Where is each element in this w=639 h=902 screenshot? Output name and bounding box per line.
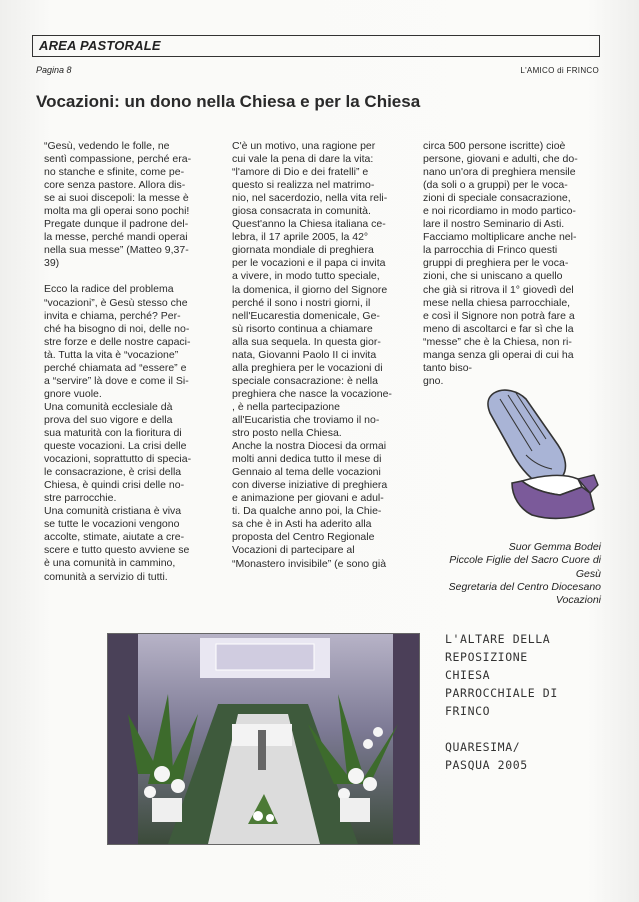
text-line: Chiesa, è quindi crisi delle no- xyxy=(44,479,185,492)
praying-hands-icon xyxy=(482,385,602,525)
signature-name: Suor Gemma Bodei xyxy=(508,541,601,553)
signature-order-1: Piccole Figlie del Sacro Cuore di xyxy=(449,554,601,567)
text-line: preghiera che nasce la vocazione- xyxy=(232,387,392,400)
text-line: (da soli o a gruppi) per le voca- xyxy=(423,179,568,192)
text-line: giornata mondiale di preghiera xyxy=(232,244,374,257)
text-line: invita e chiama, perché? Per- xyxy=(44,309,181,322)
text-line: prova del suo vigore e della xyxy=(44,413,173,426)
text-line: a “servire” là dove e come il Si- xyxy=(44,374,189,387)
text-line: comunità a servizio di tutti. xyxy=(44,570,168,583)
text-line: “Monastero invisibile” (e sono già xyxy=(232,557,387,570)
text-line: nano un'ora di preghiera mensile xyxy=(423,166,576,179)
text-line: che già si ritrova il 1° giovedì del xyxy=(423,283,574,296)
text-line: nata, Giovanni Paolo II ci invita xyxy=(232,348,377,361)
text-line: gnore vuole. xyxy=(44,387,102,400)
text-line: all'Eucaristia che troviamo il no- xyxy=(232,413,380,426)
text-line: tà. Tutta la vita è “vocazione” xyxy=(44,348,179,361)
text-line: giosa consacrata in comunità. xyxy=(232,205,371,218)
signature-role-2: Vocazioni xyxy=(555,594,601,607)
text-line: circa 500 persone iscritte) cioè xyxy=(423,140,566,152)
text-line: mese nella chiesa parrocchiale, xyxy=(423,296,571,309)
text-line: zioni di speciale consacrazione, xyxy=(423,192,571,205)
text-line: persone, giovani e adulti, che do- xyxy=(423,153,578,166)
section-header-box xyxy=(32,35,600,57)
text-line: meno di ascoltarci e far sì che la xyxy=(423,322,574,335)
text-line: Facciamo moltiplicare anche nel- xyxy=(423,231,577,244)
text-line: sua maturità con la fioritura di xyxy=(44,426,182,439)
text-line: se tutte le vocazioni vengono xyxy=(44,518,180,531)
text-line: molta ma gli operai sono pochi! xyxy=(44,205,190,218)
text-line: Una comunità ecclesiale dà xyxy=(44,400,173,413)
text-line: gno. xyxy=(423,374,444,387)
article-column-2 xyxy=(232,140,392,571)
text-line: perché il sono i nostri giorni, il xyxy=(232,296,371,309)
text-line: lebra, il 17 aprile 2005, la 42° xyxy=(232,231,369,244)
text-line: nell'Eucarestia domenicale, Ge- xyxy=(232,309,380,322)
text-line: e noi ricordiamo in modo partico- xyxy=(423,205,576,218)
text-line: cui vale la pena di dare la vita: xyxy=(232,153,374,166)
text-line: 39) xyxy=(44,257,60,270)
text-line: alla sua sequela. In questa gior- xyxy=(232,335,381,348)
text-line: “vocazioni”, è Gesù stesso che xyxy=(44,296,188,309)
caption-line: FRINCO xyxy=(445,704,491,718)
text-line: manga senza gli operai di cui ha xyxy=(423,348,574,361)
text-line: è una comunità in cammino, xyxy=(44,557,176,570)
text-line: , è nella partecipazione xyxy=(232,400,340,413)
caption-line: PARROCCHIALE DI xyxy=(445,686,558,700)
text-line: vocazioni, soprattutto di specia- xyxy=(44,453,192,466)
text-line: scere e tutto questo avviene se xyxy=(44,544,190,557)
text-line: alla preghiera per le vocazioni di xyxy=(232,361,383,374)
text-line: proposta del Centro Regionale xyxy=(232,531,375,544)
text-line: la domenica, il giorno del Signore xyxy=(232,283,388,296)
text-line: perché chiamata ad “essere” e xyxy=(44,361,187,374)
text-line: lare il nostro Seminario di Asti. xyxy=(423,218,565,231)
text-line: Pregate dunque il padrone del- xyxy=(44,218,189,231)
text-line: sentì compassione, perché era- xyxy=(44,153,192,166)
text-line: sù risorto continua a chiamare xyxy=(232,322,373,335)
caption-line: REPOSIZIONE xyxy=(445,650,528,664)
altar-photo xyxy=(107,633,420,845)
text-line: Anche la nostra Diocesi da ormai xyxy=(232,440,387,453)
paragraph-gap xyxy=(44,270,191,283)
article-column-3 xyxy=(423,140,578,388)
text-line: la messe, perché mandi operai xyxy=(44,231,188,244)
text-line: e animazione per giovani e adul- xyxy=(232,492,384,505)
text-line: ché ha bisogno di noi, delle no- xyxy=(44,322,190,335)
text-line: gruppi di preghiera per le voca- xyxy=(423,257,569,270)
text-line: molti anni dedica tutto il mese di xyxy=(232,453,382,466)
text-line: Quest'anno la Chiesa italiana ce- xyxy=(232,218,386,231)
signature-role-1: Segretaria del Centro Diocesano xyxy=(448,580,601,593)
photo-caption xyxy=(445,630,558,774)
text-line: con diverse iniziative di preghiera xyxy=(232,479,388,492)
text-line: ti. Da qualche anno poi, la Chie- xyxy=(232,505,382,518)
text-line: tanto biso- xyxy=(423,361,473,374)
text-line: zioni, che si uniscano a quello xyxy=(423,270,563,283)
text-line: le consacrazione, è crisi della xyxy=(44,466,182,479)
text-line: nella sua messe” (Matteo 9,37- xyxy=(44,244,189,257)
signature-block xyxy=(449,541,601,607)
text-line: nio, nel sacerdozio, nella vita reli- xyxy=(232,192,388,205)
text-line: no stanche e sfinite, come pe- xyxy=(44,166,185,179)
article-column-1 xyxy=(44,140,191,584)
text-line: “messe” che è la Chiesa, non ri- xyxy=(423,335,572,348)
text-line: accolte, stimate, aiutate a cre- xyxy=(44,531,185,544)
text-line: a vivere, in modo tutto speciale, xyxy=(232,270,380,283)
text-line: Gennaio al tema delle vocazioni xyxy=(232,466,381,479)
page-number: Pagina 8 xyxy=(36,65,72,75)
text-line: stre parrocchie. xyxy=(44,492,117,505)
signature-order-2: Gesù xyxy=(575,567,601,580)
text-line: e così il Signore non potrà fare a xyxy=(423,309,575,322)
publication-name: L'AMICO di FRINCO xyxy=(520,66,599,75)
paragraph-gap xyxy=(445,720,558,738)
text-line: la parrocchia di Frinco questi xyxy=(423,244,558,257)
caption-line: L'ALTARE DELLA xyxy=(445,632,551,646)
text-line: Ecco la radice del problema xyxy=(44,283,174,296)
text-line: “l'amore di Dio e dei fratelli” e xyxy=(232,166,369,179)
caption-line: CHIESA xyxy=(445,668,491,682)
text-line: stro posto nella Chiesa. xyxy=(232,427,342,440)
text-line: per le vocazioni e il papa ci invita xyxy=(232,257,386,270)
text-line: Vocazioni di partecipare al xyxy=(232,544,355,557)
article-title: Vocazioni: un dono nella Chiesa e per la Chiesa xyxy=(36,92,421,111)
text-line: C'è un motivo, una ragione per xyxy=(232,140,376,152)
text-line: stre forze e delle nostre capaci- xyxy=(44,335,191,348)
text-line: questo si realizza nel matrimo- xyxy=(232,179,375,192)
text-line: queste vocazioni. La crisi delle xyxy=(44,440,187,453)
caption-line: QUARESIMA/ xyxy=(445,740,521,754)
text-line: se ai suoi discepoli: la messe è xyxy=(44,192,189,205)
caption-line: PASQUA 2005 xyxy=(445,758,528,772)
text-line: speciale consacrazione: è nella xyxy=(232,374,378,387)
text-line: core senza pastore. Allora dis- xyxy=(44,179,186,192)
text-line: sa che è in Asti ha aderito alla xyxy=(232,518,372,531)
text-line: “Gesù, vedendo le folle, ne xyxy=(44,140,170,152)
section-label: AREA PASTORALE xyxy=(39,38,161,53)
text-line: Una comunità cristiana è viva xyxy=(44,505,182,518)
